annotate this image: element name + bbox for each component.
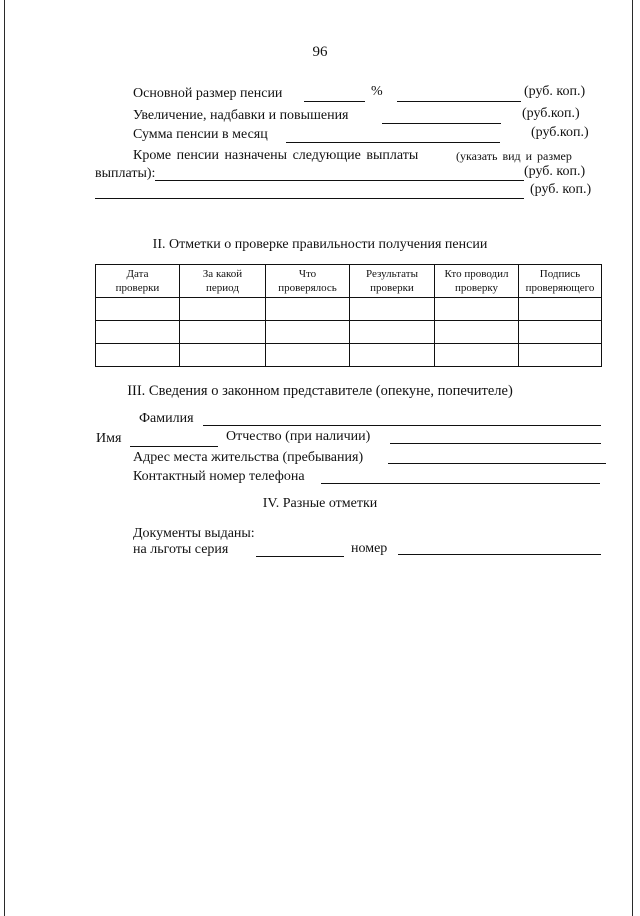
increase-unit: (руб.коп.) [522,106,580,121]
column-header-line: Что [298,268,317,280]
column-header-signature [519,265,602,298]
table-cell[interactable] [96,344,180,367]
table-cell[interactable] [350,298,435,321]
name-label: Имя [96,431,122,446]
table-cell[interactable] [350,344,435,367]
address-field[interactable] [388,463,606,464]
column-header-line: проверялось [278,282,337,294]
table-cell[interactable] [180,321,266,344]
benefits-series-field[interactable] [256,556,344,557]
base-pension-label: Основной размер пенсии [133,86,283,101]
monthly-sum-label: Сумма пенсии в месяц [133,127,268,142]
increase-label: Увеличение, надбавки и повышения [133,108,349,123]
address-label: Адрес места жительства (пребывания) [133,450,364,465]
name-field[interactable] [130,446,218,447]
column-header-inspector [435,265,519,298]
phone-field[interactable] [321,483,600,484]
column-header-results [350,265,435,298]
other-payments-note: (указать вид и размер [456,149,572,163]
patronymic-label: Отчество (при наличии) [226,429,371,444]
table-cell[interactable] [266,298,350,321]
table-cell[interactable] [519,344,602,367]
column-header-period [180,265,266,298]
patronymic-field[interactable] [390,443,601,444]
table-cell[interactable] [96,298,180,321]
table-cell[interactable] [180,344,266,367]
table-cell[interactable] [350,321,435,344]
column-header-line: Дата [126,268,149,280]
table-row [96,298,602,321]
number-label: номер [351,541,388,556]
table-cell[interactable] [266,321,350,344]
table-cell[interactable] [435,298,519,321]
column-header-line: период [206,282,239,294]
monthly-sum-unit: (руб.коп.) [531,125,589,140]
column-header-what-checked [266,265,350,298]
table-row [96,321,602,344]
section-4-title: IV. Разные отметки [262,496,378,511]
column-header-line: За какой [202,268,243,280]
page-number: 96 [312,44,328,60]
table-cell[interactable] [180,298,266,321]
phone-label: Контактный номер телефона [133,469,305,484]
checks-table-header-row [96,265,602,298]
column-header-line: проверки [115,282,160,294]
column-header-line: Подпись [539,268,581,280]
percent-sign: % [371,84,383,99]
base-pension-unit: (руб. коп.) [524,84,586,99]
column-header-line: проверку [454,282,499,294]
table-cell[interactable] [435,344,519,367]
monthly-sum-field[interactable] [286,142,500,143]
column-header-line: проверки [370,282,414,294]
base-pension-amount-field[interactable] [397,101,521,102]
table-cell[interactable] [96,321,180,344]
other-payments-label: Кроме пенсии назначены следующие выплаты [133,148,419,163]
page-edge-right [632,0,633,916]
number-field[interactable] [398,554,601,555]
benefits-series-label: на льготы серия [133,542,229,557]
table-cell[interactable] [519,298,602,321]
surname-label: Фамилия [139,411,194,426]
table-cell[interactable] [519,321,602,344]
other-payments-unit-2: (руб. коп.) [530,182,592,197]
documents-issued-label: Документы выданы: [133,526,255,541]
other-payments-note-cont: выплаты): [95,166,156,181]
column-header-line: Кто проводил [444,268,509,280]
column-header-line: Результаты [366,268,418,280]
column-header-line: проверяющего [525,282,595,294]
section-3-title: III. Сведения о законном представителе (опекуне, попечителе) [127,383,513,399]
other-payments-field-2[interactable] [95,198,524,199]
table-row [96,344,602,367]
table-cell[interactable] [266,344,350,367]
base-pension-percent-field[interactable] [304,101,365,102]
other-payments-unit-1: (руб. коп.) [524,164,586,179]
checks-table [95,264,602,367]
table-cell[interactable] [435,321,519,344]
other-payments-field-1[interactable] [155,180,524,181]
increase-amount-field[interactable] [382,123,501,124]
page-edge-left [4,0,5,916]
section-2-title: II. Отметки о проверке правильности получения пенсии [152,237,488,252]
column-header-date [96,265,180,298]
surname-field[interactable] [203,425,601,426]
